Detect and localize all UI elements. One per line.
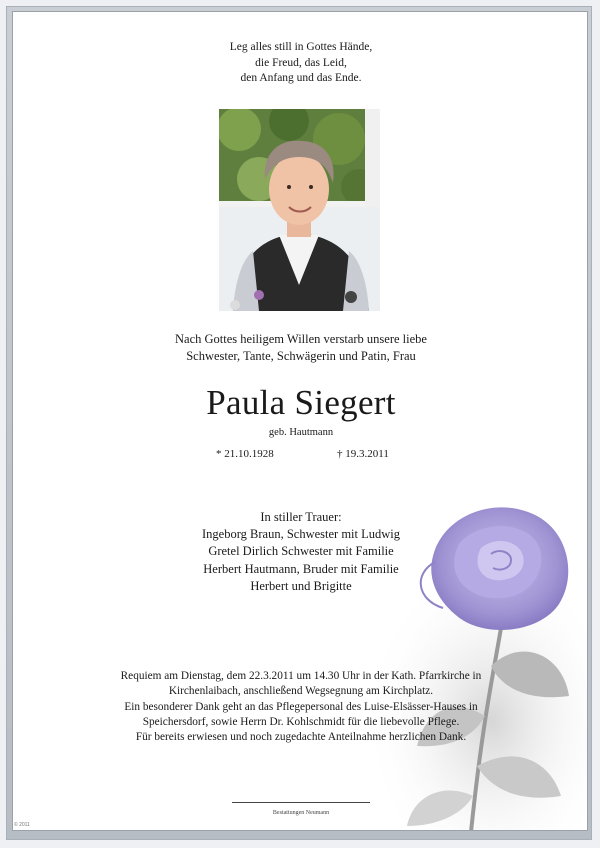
deceased-name: Paula Siegert bbox=[206, 383, 396, 422]
mourners-block bbox=[13, 509, 588, 595]
closing-line: Requiem am Dienstag, dem 22.3.2011 um 14.30 Uhr in der Kath. Pfarrkirche in bbox=[120, 670, 482, 682]
intro-text bbox=[13, 331, 588, 365]
closing-line: Für bereits erwiesen und noch zugedachte Anteilnahme herzlichen Dank. bbox=[135, 731, 467, 744]
mourner-line: Herbert Hautmann, Bruder mit Familie bbox=[203, 561, 399, 576]
mourner-line: Gretel Dirlich Schwester mit Familie bbox=[208, 544, 394, 559]
mourners-heading: In stiller Trauer: bbox=[260, 510, 342, 524]
birth-name: geb. Hautmann bbox=[268, 427, 334, 438]
birth-date: * 21.10.1928 bbox=[216, 448, 274, 460]
death-date: † 19.3.2011 bbox=[337, 448, 389, 460]
closing-line: Ein besonderer Dank geht an das Pflegepersonal des Luise-Elsässer-Hauses in bbox=[124, 700, 478, 713]
mourner-line: Herbert und Brigitte bbox=[250, 578, 352, 593]
intro-line: Nach Gottes heiligem Willen verstarb unsere liebe bbox=[175, 332, 427, 346]
undertaker-name: Bestattungen Neumann bbox=[272, 810, 330, 816]
copyright-notice: © 2011 bbox=[14, 822, 30, 828]
mourner-line: Ingeborg Braun, Schwester mit Ludwig bbox=[202, 527, 400, 542]
closing-line: Speichersdorf, sowie Herrn Dr. Kohlschmidt für die liebevolle Pflege. bbox=[142, 715, 460, 728]
signature-line bbox=[232, 802, 370, 803]
closing-line: Kirchenlaibach, anschließend Wegsegnung am Kirchplatz. bbox=[168, 685, 434, 698]
obituary-card bbox=[12, 11, 588, 831]
portrait-photo bbox=[219, 109, 380, 311]
verse-line: den Anfang und das Ende. bbox=[240, 72, 362, 84]
verse-line: die Freud, das Leid, bbox=[255, 56, 347, 69]
verse bbox=[13, 40, 588, 87]
intro-line: Schwester, Tante, Schwägerin und Patin, Frau bbox=[186, 349, 416, 363]
closing-text bbox=[13, 669, 588, 745]
verse-line: Leg alles still in Gottes Hände, bbox=[229, 41, 373, 53]
